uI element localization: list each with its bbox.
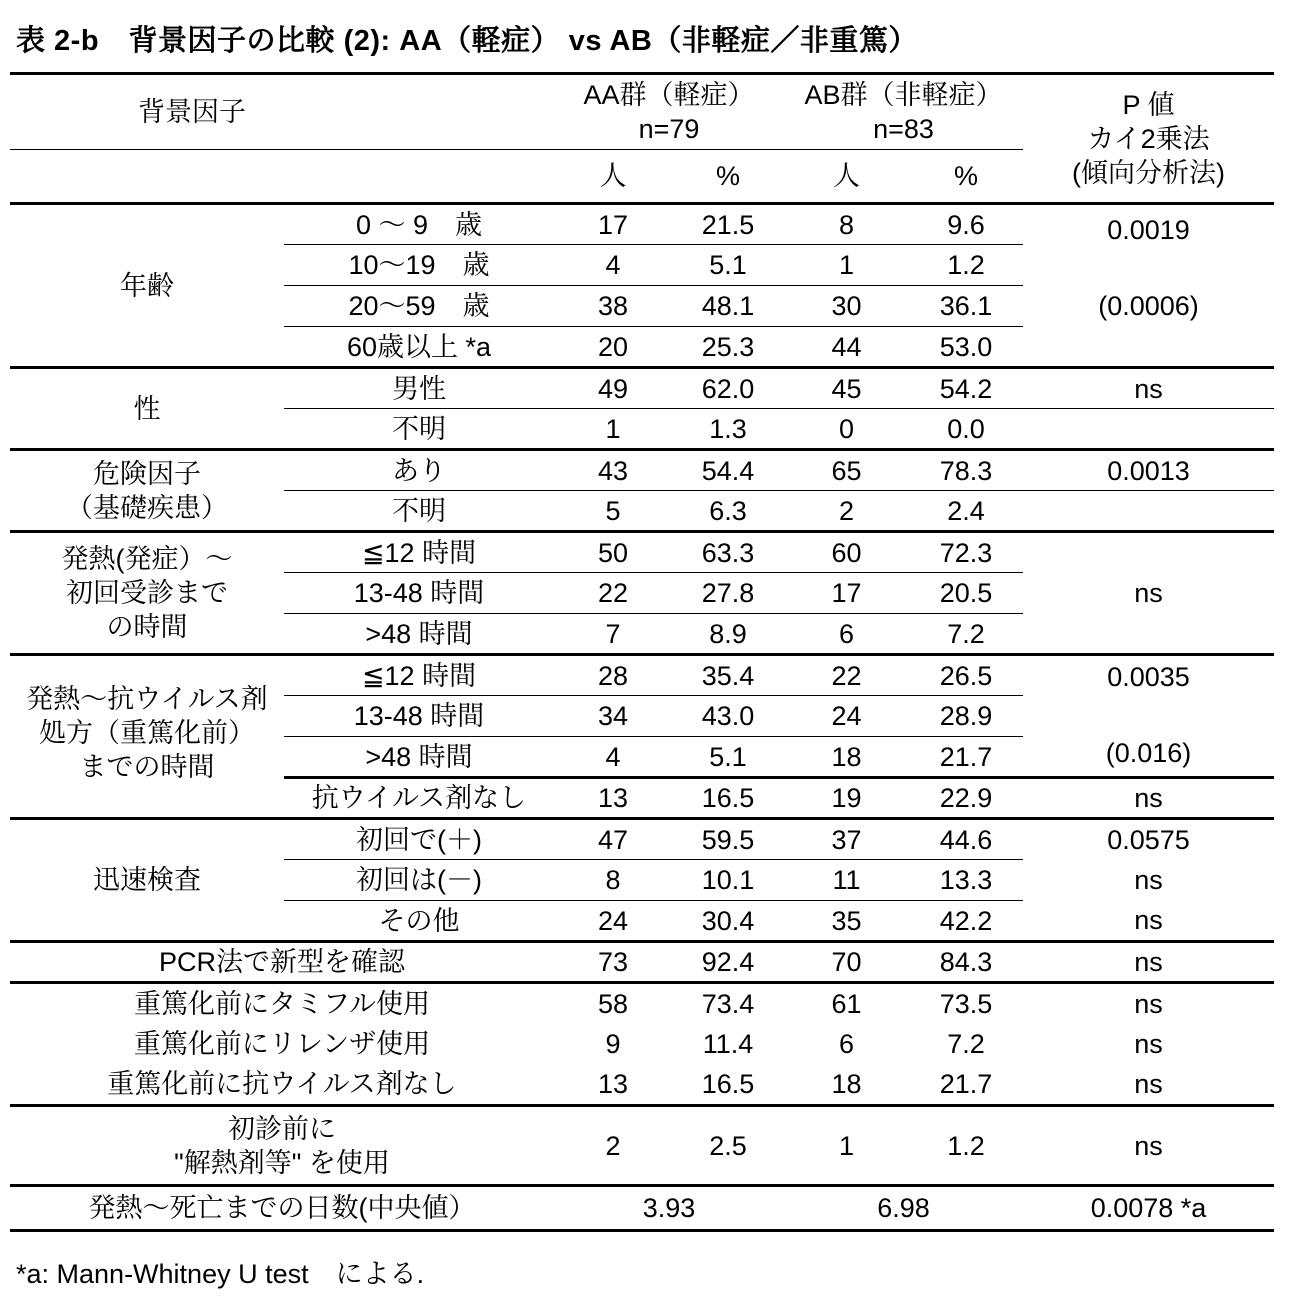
cell-ab-n: 45 (784, 368, 909, 409)
cell-aa-median: 3.93 (554, 1186, 784, 1231)
cell-aa-pct: 2.5 (672, 1106, 784, 1186)
cell-pvalue: ns (1023, 1106, 1274, 1186)
header-p-label: P 値 (1122, 89, 1175, 120)
row-label: 発熱～死亡までの日数(中央値） (10, 1186, 554, 1231)
cell-pvalue-fever-visit: ns (1023, 532, 1274, 655)
cell-pvalue: ns (1134, 1029, 1163, 1059)
cell-aa-n: 24 (554, 901, 672, 942)
header-aa (554, 74, 784, 150)
row-label: ≦12 時間 (284, 532, 554, 573)
table-row (10, 204, 1274, 245)
row-label: 重篤化前に抗ウイルス剤なし (107, 1069, 457, 1100)
header-factor: 背景因子 (10, 74, 554, 150)
cell-pvalue (1023, 491, 1274, 532)
row-label: 不明 (284, 409, 554, 450)
cell-ab-median: 6.98 (784, 1186, 1023, 1231)
group-label-risk-line1: 危険因子 (93, 458, 201, 489)
row-label: >48 時間 (284, 737, 554, 778)
cell-pvalue: 0.0013 (1023, 450, 1274, 491)
table-row (10, 655, 1274, 696)
cell-ab-n: 1 (784, 1106, 909, 1186)
group-label-fever-visit-line3: の時間 (106, 612, 188, 642)
cell-aa-pct: 59.5 (672, 819, 784, 860)
row-label: 10～19 歳 (284, 245, 554, 286)
cell-pvalue: ns (1134, 905, 1163, 936)
cell-aa-n: 34 (554, 696, 672, 737)
row-label-antipyretic-line1: 初診前に (228, 1113, 336, 1144)
cell-ab-pct: 36.1 (909, 286, 1023, 327)
cell-ab-pct: 26.5 (909, 655, 1023, 696)
cell-aa-pct: 10.1 (672, 860, 784, 901)
row-label: その他 (284, 901, 554, 942)
cell-aa-n: 2 (554, 1106, 672, 1186)
cell-ab-pct: 42.2 (909, 901, 1023, 942)
row-label: ≦12 時間 (284, 655, 554, 696)
row-label: 重篤化前にリレンザ使用 (133, 1029, 431, 1059)
group-label-rapid: 迅速検査 (10, 819, 284, 942)
cell-ab-pct: 1.2 (909, 1106, 1023, 1186)
cell-pvalue: ns (1134, 1069, 1163, 1100)
header-p-trend: (傾向分析法) (1072, 157, 1225, 188)
cell-aa-pct: 16.5 (672, 778, 784, 819)
cell-aa-pct: 5.1 (672, 245, 784, 286)
cell-aa-pct: 30.4 (672, 901, 784, 942)
cell-pvalue (1023, 409, 1274, 450)
cell-ab-pct: 21.7 (939, 1069, 993, 1100)
cell-ab-n: 65 (784, 450, 909, 491)
cell-ab-n: 18 (831, 1069, 862, 1100)
table-row (10, 983, 1274, 1024)
cell-ab-n: 1 (784, 245, 909, 286)
header-ab-pct: % (909, 150, 1023, 204)
cell-aa-n: 5 (554, 491, 672, 532)
cell-aa-pct: 1.3 (672, 409, 784, 450)
cell-ab-pct: 72.3 (909, 532, 1023, 573)
row-label: PCR法で新型を確認 (10, 942, 554, 983)
footnote: *a: Mann-Whitney U test による. (16, 1259, 425, 1289)
cell-aa-n: 73 (554, 942, 672, 983)
p-antiviral-chi: 0.0035 (1107, 662, 1190, 692)
row-label-antipyretic-line2: "解熱剤等" を使用 (174, 1147, 390, 1178)
cell-aa-pct: 11.4 (702, 1029, 754, 1059)
cell-ab-pct: 22.9 (909, 778, 1023, 819)
cell-aa-n: 13 (554, 778, 672, 819)
table-row (10, 1024, 1274, 1065)
table-row (10, 1186, 1274, 1231)
cell-aa-pct: 35.4 (672, 655, 784, 696)
group-label-fever-antiviral-line1: 発熱～抗ウイルス剤 (26, 684, 268, 714)
header-pvalue (1023, 74, 1274, 204)
header-aa-n: n=79 (638, 114, 700, 144)
cell-ab-pct: 44.6 (909, 819, 1023, 860)
cell-ab-pct: 28.9 (909, 696, 1023, 737)
group-label-fever-antiviral-line2: 処方（重篤化前） (39, 718, 255, 748)
row-label: 13-48 時間 (284, 573, 554, 614)
row-label: 男性 (284, 368, 554, 409)
cell-pvalue: ns (1023, 778, 1274, 819)
cell-pvalue-age (1023, 204, 1274, 368)
cell-ab-pct: 84.3 (909, 942, 1023, 983)
cell-aa-n: 58 (554, 983, 672, 1024)
cell-ab-pct: 2.4 (909, 491, 1023, 532)
table-row (10, 942, 1274, 983)
cell-ab-n: 17 (784, 573, 909, 614)
cell-aa-pct: 5.1 (672, 737, 784, 778)
cell-aa-pct: 63.3 (672, 532, 784, 573)
cell-aa-n: 47 (554, 819, 672, 860)
cell-ab-n: 6 (838, 1029, 855, 1059)
table-row (10, 368, 1274, 409)
row-label: 20～59 歳 (284, 286, 554, 327)
cell-aa-pct: 8.9 (672, 614, 784, 655)
group-label-age: 年齢 (10, 204, 284, 368)
row-label-antipyretic (10, 1106, 554, 1186)
cell-pvalue: ns (1134, 865, 1163, 895)
cell-aa-pct: 21.5 (672, 204, 784, 245)
cell-aa-n: 4 (554, 737, 672, 778)
cell-aa-pct: 43.0 (672, 696, 784, 737)
table-title: 表 2-b 背景因子の比較 (2): AA（軽症） vs AB（非軽症／非重篤） (16, 25, 918, 57)
group-label-fever-visit (10, 532, 284, 655)
cell-ab-n: 37 (784, 819, 909, 860)
header-aa-pct: % (672, 150, 784, 204)
cell-pvalue: 0.0078 *a (1023, 1186, 1274, 1231)
cell-aa-n: 20 (554, 327, 672, 368)
row-label: 重篤化前にタミフル使用 (10, 983, 554, 1024)
cell-aa-n: 4 (554, 245, 672, 286)
cell-ab-n: 70 (784, 942, 909, 983)
cell-ab-n: 61 (784, 983, 909, 1024)
cell-ab-n: 35 (784, 901, 909, 942)
cell-pvalue-fever-antiviral (1023, 655, 1274, 778)
cell-aa-pct: 6.3 (672, 491, 784, 532)
cell-aa-n: 50 (554, 532, 672, 573)
row-label: 初回は(－) (284, 860, 554, 901)
cell-ab-n: 11 (784, 860, 909, 901)
row-label: 抗ウイルス剤なし (284, 778, 554, 819)
cell-ab-n: 6 (784, 614, 909, 655)
group-label-risk (10, 450, 284, 532)
cell-aa-n: 43 (554, 450, 672, 491)
cell-aa-n: 13 (597, 1069, 629, 1100)
cell-pvalue: ns (1023, 942, 1274, 983)
cell-pvalue: ns (1023, 983, 1274, 1024)
cell-ab-n: 44 (784, 327, 909, 368)
table-row (10, 819, 1274, 860)
group-label-fever-visit-line2: 初回受診まで (66, 578, 228, 608)
row-label: 初回で(＋) (284, 819, 554, 860)
header-ab-n: n=83 (873, 114, 934, 144)
row-label: あり (284, 450, 554, 491)
header-ab (784, 74, 1023, 150)
cell-ab-pct: 21.7 (909, 737, 1023, 778)
table-row (10, 1106, 1274, 1186)
cell-ab-n: 60 (784, 532, 909, 573)
cell-ab-n: 18 (784, 737, 909, 778)
header-ab-label: AB群（非軽症） (804, 80, 1003, 110)
cell-aa-n: 1 (554, 409, 672, 450)
row-label: 不明 (284, 491, 554, 532)
cell-ab-pct: 73.5 (909, 983, 1023, 1024)
cell-aa-n: 28 (554, 655, 672, 696)
row-label: 0 ～ 9 歳 (284, 204, 554, 245)
cell-aa-n: 17 (554, 204, 672, 245)
row-label: 13-48 時間 (284, 696, 554, 737)
comparison-table (10, 72, 1274, 1232)
header-aa-person: 人 (554, 150, 672, 204)
group-label-fever-visit-line1: 発熱(発症）～ (61, 544, 233, 574)
header-p-method: カイ2乗法 (1087, 123, 1210, 154)
cell-aa-pct: 25.3 (672, 327, 784, 368)
cell-aa-pct: 27.8 (672, 573, 784, 614)
cell-ab-n: 24 (784, 696, 909, 737)
group-label-fever-antiviral (10, 655, 284, 819)
cell-ab-n: 22 (784, 655, 909, 696)
cell-ab-pct: 54.2 (909, 368, 1023, 409)
group-label-fever-antiviral-line3: までの時間 (79, 752, 215, 782)
cell-ab-n: 30 (784, 286, 909, 327)
cell-ab-n: 2 (784, 491, 909, 532)
header-blank (10, 150, 554, 204)
cell-ab-pct: 7.2 (909, 614, 1023, 655)
cell-aa-pct: 54.4 (672, 450, 784, 491)
cell-ab-pct: 13.3 (909, 860, 1023, 901)
header-ab-person: 人 (784, 150, 909, 204)
cell-aa-pct: 92.4 (672, 942, 784, 983)
cell-ab-pct: 53.0 (909, 327, 1023, 368)
cell-ab-pct: 20.5 (909, 573, 1023, 614)
cell-aa-pct: 48.1 (672, 286, 784, 327)
cell-aa-n: 49 (554, 368, 672, 409)
cell-ab-pct: 0.0 (909, 409, 1023, 450)
cell-aa-n: 7 (554, 614, 672, 655)
cell-pvalue: 0.0575 (1023, 819, 1274, 860)
cell-aa-pct: 62.0 (672, 368, 784, 409)
group-label-risk-line2: （基礎疾患） (66, 492, 228, 523)
header-aa-label: AA群（軽症） (583, 80, 755, 110)
row-label: 60歳以上 *a (284, 327, 554, 368)
cell-aa-n: 9 (605, 1029, 621, 1059)
table-row (10, 450, 1274, 491)
cell-ab-n: 19 (784, 778, 909, 819)
cell-ab-pct: 78.3 (909, 450, 1023, 491)
cell-ab-pct: 1.2 (909, 245, 1023, 286)
table-row (10, 1065, 1274, 1106)
header-row-1 (10, 74, 1274, 150)
cell-ab-n: 8 (784, 204, 909, 245)
p-age-chi: 0.0019 (1107, 215, 1190, 245)
p-antiviral-trend: (0.016) (1105, 738, 1192, 768)
p-age-trend: (0.0006) (1098, 291, 1199, 321)
cell-aa-pct: 16.5 (701, 1069, 755, 1100)
row-label: >48 時間 (284, 614, 554, 655)
cell-aa-n: 22 (554, 573, 672, 614)
cell-pvalue: ns (1023, 368, 1274, 409)
group-label-sex: 性 (10, 368, 284, 450)
cell-ab-pct: 7.2 (947, 1029, 985, 1059)
cell-ab-pct: 9.6 (909, 204, 1023, 245)
cell-aa-pct: 73.4 (672, 983, 784, 1024)
cell-aa-n: 8 (554, 860, 672, 901)
table-row (10, 532, 1274, 573)
cell-ab-n: 0 (784, 409, 909, 450)
cell-aa-n: 38 (554, 286, 672, 327)
